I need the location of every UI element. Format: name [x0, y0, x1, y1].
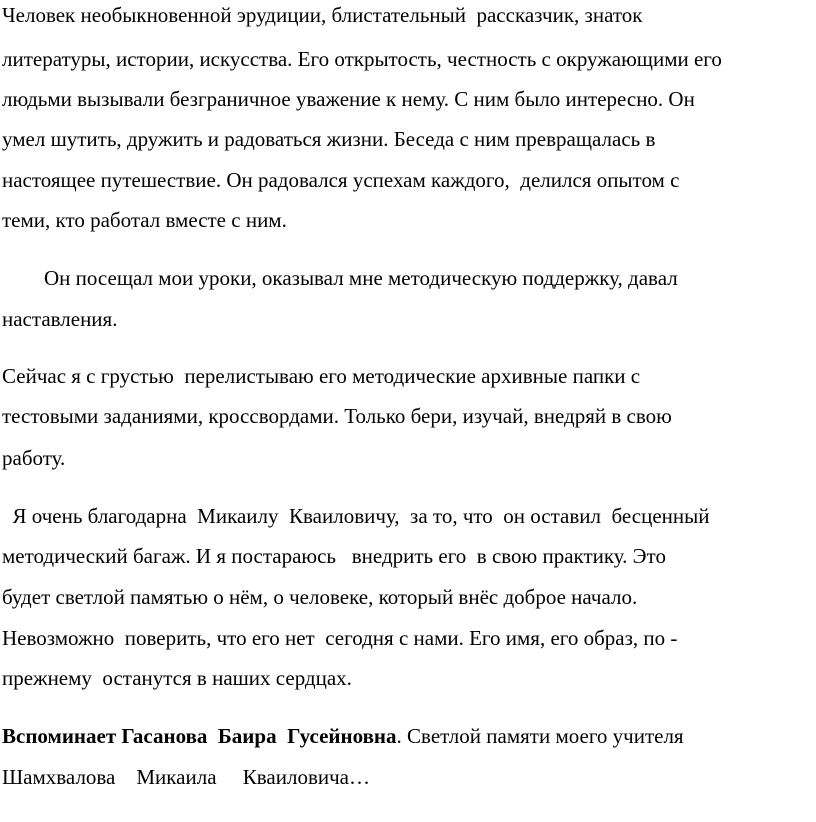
paragraph-1-line-5: настоящее путешествие. Он радовался успехам каждого, делился опытом с [2, 168, 680, 192]
signature-line [2, 722, 684, 750]
paragraph-4-line-5: прежнему останутся в наших сердцах. [2, 666, 352, 690]
paragraph-1-line-2: литературы, истории, искусства. Его открытость, честность с окружающими его [2, 47, 722, 71]
paragraph-4-line-1: Я очень благодарна Микаилу Кваиловичу, за то, что он оставил бесценный [2, 504, 710, 528]
paragraph-1-line-3: людьми вызывали безграничное уважение к нему. С ним было интересно. Он [2, 87, 695, 111]
paragraph-4-line-4: Невозможно поверить, что его нет сегодня с нами. Его имя, его образ, по - [2, 626, 678, 650]
paragraph-1-line-6: теми, кто работал вместе с ним. [2, 208, 287, 232]
dedication-text: . Светлой памяти моего учителя [396, 724, 684, 748]
paragraph-2-line-1: Он посещал мои уроки, оказывал мне методическую поддержку, давал [2, 266, 678, 290]
paragraph-3-line-1: Сейчас я с грустью перелистываю его методические архивные папки с [2, 364, 641, 388]
paragraph-4-line-3: будет светлой памятью о нём, о человеке, который внёс доброе начало. [2, 585, 638, 609]
paragraph-1-line-4: умел шутить, дружить и радоваться жизни. Беседа с ним превращалась в [2, 127, 656, 151]
paragraph-3-line-2: тестовыми заданиями, кроссвордами. Только бери, изучай, внедряй в свою [2, 404, 672, 428]
teacher-name-line: Шамхвалова Микаила Кваиловича… [2, 765, 371, 789]
paragraph-1-line-1: Человек необыкновенной эрудиции, блистательный рассказчик, знаток [2, 3, 643, 27]
author-name: Вспоминает Гасанова Баира Гусейновна [2, 724, 397, 748]
paragraph-4-line-2: методический багаж. И я постараюсь внедрить его в свою практику. Это [2, 544, 666, 568]
paragraph-2-line-2: наставления. [2, 307, 118, 331]
paragraph-3-line-3: работу. [2, 446, 66, 470]
